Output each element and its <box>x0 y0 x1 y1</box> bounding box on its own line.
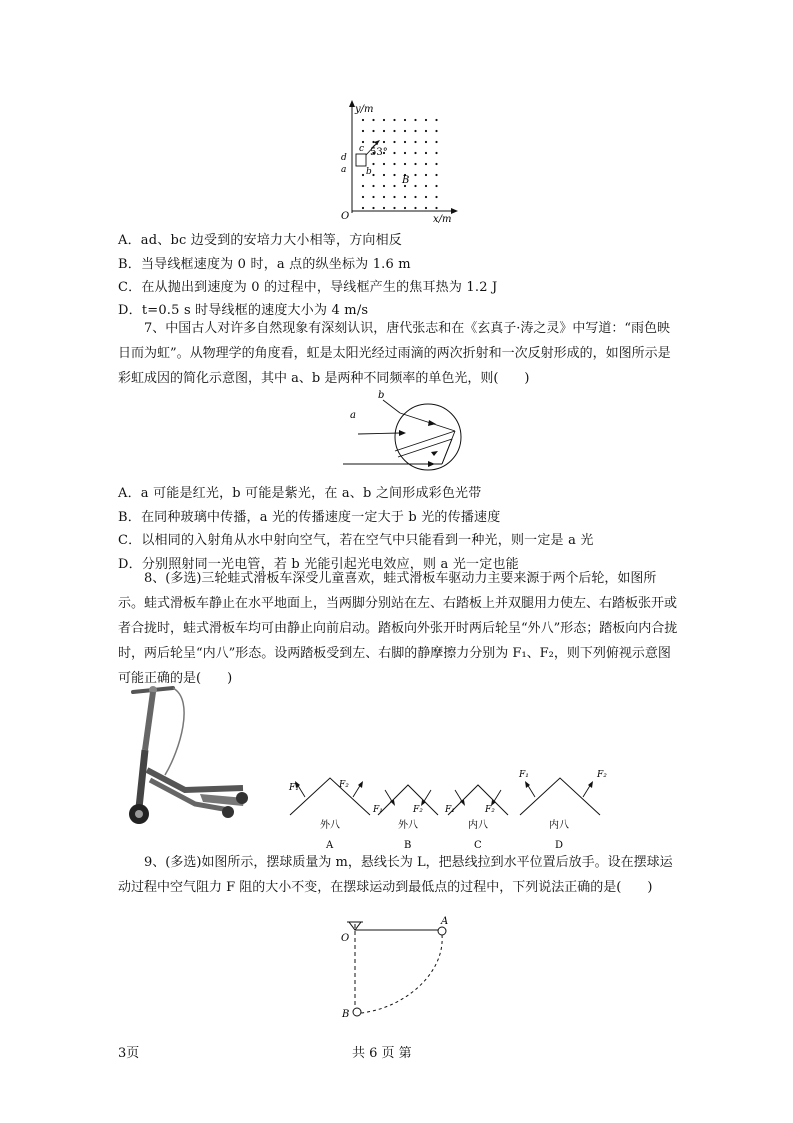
field-dot <box>393 174 395 176</box>
diagram-a <box>290 778 370 815</box>
d-f2-label: F₂ <box>597 770 607 780</box>
field-dot <box>383 185 385 187</box>
field-dot <box>414 163 416 165</box>
field-dot <box>393 130 395 132</box>
corner-a-label: a <box>341 165 347 175</box>
field-dot <box>372 119 374 121</box>
field-dot <box>362 130 364 132</box>
q6-option-c: C．在从抛出到速度为 0 的过程中，导线框产生的焦耳热为 1.2 J <box>118 280 498 295</box>
point-a-label: A <box>441 916 449 927</box>
field-dot <box>425 174 427 176</box>
ray-b-label: b <box>378 390 385 401</box>
label-c: 内八 <box>468 820 488 831</box>
magnetic-field-figure <box>330 98 470 223</box>
field-dot <box>404 130 406 132</box>
field-dot <box>435 185 437 187</box>
field-dot <box>435 152 437 154</box>
c-f1-label: F₁ <box>445 805 455 815</box>
field-dot <box>393 141 395 143</box>
b-f2-label: F₂ <box>413 805 423 815</box>
q7-option-d: D．分别照射同一光电管，若 b 光能引起光电效应，则 a 光一定也能 <box>118 557 519 572</box>
field-dot <box>383 163 385 165</box>
point-b-label: B <box>342 1009 350 1020</box>
field-dot <box>372 163 374 165</box>
field-dot <box>383 207 385 209</box>
field-dot <box>372 185 374 187</box>
field-dot <box>425 119 427 121</box>
field-dot <box>425 130 427 132</box>
field-dot <box>393 185 395 187</box>
force-options-figure <box>285 760 615 855</box>
field-dot <box>414 196 416 198</box>
q7-option-c: C．以相同的入射角从水中射向空气，若在空气中只能看到一种光，则一定是 a 光 <box>118 533 594 548</box>
q7-option-a: A．a 可能是红光，b 可能是紫光，在 a、b 之间形成彩色光带 <box>118 486 482 501</box>
field-dot <box>425 196 427 198</box>
question-7-stem: 7、中国古人对许多自然现象有深刻认识，唐代张志和在《玄真子·涛之灵》中写道：“雨色映日而为虹”。从物理学的角度看，虹是太阳光经过雨滴的两次折射和一次反射形成的，如图所示是彩虹成因的简化示意图，其中 a、b 是两种不同频率的单色光，则( ) <box>118 321 671 386</box>
field-dot <box>404 163 406 165</box>
field-dot <box>425 163 427 165</box>
field-dot <box>435 174 437 176</box>
field-dot <box>393 207 395 209</box>
field-dot <box>393 196 395 198</box>
field-dot <box>404 196 406 198</box>
field-dot <box>383 119 385 121</box>
field-dot <box>362 174 364 176</box>
field-dot <box>435 163 437 165</box>
diagram-b <box>378 785 438 815</box>
letter-a: A <box>326 840 334 851</box>
field-dot <box>425 185 427 187</box>
label-b: 外八 <box>398 820 418 831</box>
pendulum-figure <box>335 918 465 1023</box>
field-dot <box>404 119 406 121</box>
field-dot <box>372 207 374 209</box>
field-dot <box>383 174 385 176</box>
field-dot <box>372 130 374 132</box>
field-dot <box>362 119 364 121</box>
d-f1-label: F₁ <box>519 770 529 780</box>
label-d: 内八 <box>549 820 569 831</box>
corner-d-label: d <box>341 153 347 163</box>
field-dot <box>414 119 416 121</box>
corner-b-label: b <box>366 167 372 177</box>
label-a: 外八 <box>320 820 340 831</box>
field-dot <box>404 207 406 209</box>
c-f2-label: F₂ <box>485 805 495 815</box>
letter-c: C <box>474 840 482 851</box>
pivot-o-label: O <box>341 933 350 944</box>
footer-page-center: 共 6 页 第 <box>352 1046 412 1061</box>
field-dot <box>435 207 437 209</box>
letter-b: B <box>404 840 412 851</box>
field-dot <box>372 196 374 198</box>
field-dot <box>414 185 416 187</box>
field-dot <box>404 152 406 154</box>
field-dot <box>362 196 364 198</box>
field-dot <box>372 174 374 176</box>
field-dot <box>414 174 416 176</box>
field-dot <box>435 130 437 132</box>
field-dot <box>404 141 406 143</box>
field-dot <box>393 163 395 165</box>
field-label: B <box>402 175 410 186</box>
b-f1-label: F₁ <box>373 805 383 815</box>
field-dot <box>414 152 416 154</box>
scooter-photo <box>125 680 260 830</box>
field-dot <box>435 196 437 198</box>
field-dot <box>362 141 364 143</box>
x-axis-label: x/m <box>433 214 452 225</box>
field-dot <box>393 119 395 121</box>
field-dot <box>383 196 385 198</box>
footer-page-left: 3页 <box>118 1046 140 1061</box>
origin-label: O <box>341 211 350 222</box>
diagram-d <box>520 778 600 815</box>
field-dot <box>435 141 437 143</box>
rainbow-figure <box>338 385 468 480</box>
field-dot <box>362 207 364 209</box>
letter-d: D <box>555 840 564 851</box>
field-dot <box>414 141 416 143</box>
diagram-c <box>448 785 508 815</box>
question-8-stem: 8、(多选)三轮蛙式滑板车深受儿童喜欢，蛙式滑板车驱动力主要来源于两个后轮，如图所示。蛙式滑板车静止在水平地面上，当两脚分别站在左、右踏板上并双腿用力使左、右踏板张开或者合拢时，蛙式滑板车均可由静止向前启动。踏板向外张开时两后轮呈“外八”形态；踏板向内合拢时，两后轮呈“内八”形态。设两踏板受到左、右脚的静摩擦力分别为 F₁、F₂，则下列俯视示意图可能正确的是( ) <box>118 571 678 686</box>
q6-option-a: A．ad、bc 边受到的安培力大小相等，方向相反 <box>118 233 402 248</box>
q7-option-b: B．在同种玻璃中传播，a 光的传播速度一定大于 b 光的传播速度 <box>118 510 501 525</box>
field-dot <box>425 141 427 143</box>
field-dot <box>435 119 437 121</box>
field-dot <box>414 207 416 209</box>
field-dot <box>425 152 427 154</box>
ray-a-label: a <box>350 410 356 421</box>
field-dot <box>383 141 385 143</box>
field-dot <box>362 185 364 187</box>
q6-option-d: D．t=0.5 s 时导线框的速度大小为 4 m/s <box>118 303 369 318</box>
question-9-stem: 9、(多选)如图所示，摆球质量为 m，悬线长为 L，把悬线拉到水平位置后放手。设在摆球运动过程中空气阻力 F 阻的大小不变，在摆球运动到最低点的过程中，下列说法正确的是( ) <box>118 855 673 895</box>
field-dot <box>425 207 427 209</box>
y-axis-label: y/m <box>355 104 374 115</box>
field-dot <box>393 152 395 154</box>
q6-option-b: B．当导线框速度为 0 时，a 点的纵坐标为 1.6 m <box>118 257 411 272</box>
a-f1-label: F₁ <box>289 783 299 793</box>
a-f2-label: F₂ <box>339 780 349 790</box>
field-dot <box>414 130 416 132</box>
angle-label: 53° <box>370 147 388 158</box>
field-dot <box>383 130 385 132</box>
corner-c-label: c <box>359 144 365 154</box>
